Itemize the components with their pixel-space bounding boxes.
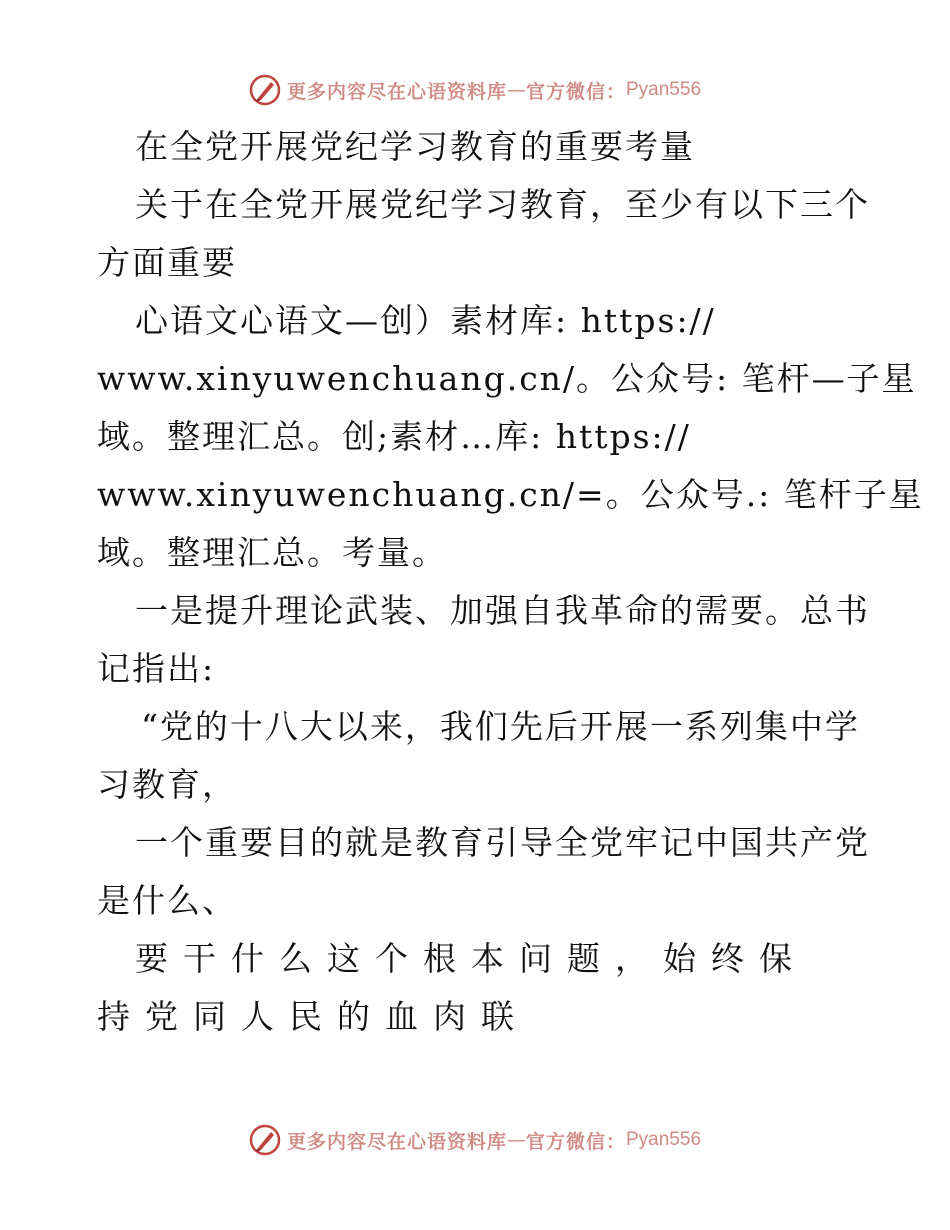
- header-banner: [0, 70, 950, 110]
- quote-line: “党的十八大以来，我们先后开展一系列集中学: [141, 707, 860, 746]
- text-line: 记指出:: [97, 649, 216, 688]
- banner-text: 更多内容尽在心语资料库: [286, 80, 507, 103]
- text-line: 要干什么这个根本问题，始终保: [135, 939, 807, 978]
- text-line: 心语文心语文—创）素材库: https://: [135, 301, 716, 340]
- banner-wechat-label: 官方微信：: [525, 1130, 626, 1153]
- banner-separator: —: [506, 1129, 526, 1151]
- banner-text: 更多内容尽在心语资料库: [286, 1130, 507, 1153]
- document-body: [97, 118, 924, 1046]
- text-line: 方面重要: [97, 243, 237, 282]
- text-line: 是什么、: [97, 881, 237, 920]
- text-line: www.xinyuwenchuang.cn/。公众号: 笔杆—子星: [97, 359, 917, 398]
- text-line: 一是提升理论武装、加强自我革命的需要。总书: [135, 591, 870, 630]
- footer-banner: [0, 1120, 950, 1160]
- banner-separator: —: [506, 79, 526, 101]
- text-line: 习教育，: [97, 765, 237, 804]
- text-line: 域。整理汇总。创;素材…库: https://: [97, 417, 691, 456]
- quill-logo-icon: [249, 74, 281, 106]
- text-line: 域。整理汇总。考量。: [97, 533, 447, 572]
- banner-account: Pyan556: [626, 1129, 702, 1150]
- banner-wechat-label: 官方微信：: [525, 80, 626, 103]
- quill-logo-icon: [249, 1124, 281, 1156]
- text-line: 持党同人民的血肉联: [97, 997, 529, 1036]
- text-line: 一个重要目的就是教育引导全党牢记中国共产党: [135, 823, 870, 862]
- banner-account: Pyan556: [626, 79, 702, 100]
- text-line: www.xinyuwenchuang.cn/=。公众号.: 笔杆子星: [97, 475, 924, 514]
- text-line: 关于在全党开展党纪学习教育，至少有以下三个: [135, 185, 870, 224]
- document-title: 在全党开展党纪学习教育的重要考量: [135, 127, 695, 166]
